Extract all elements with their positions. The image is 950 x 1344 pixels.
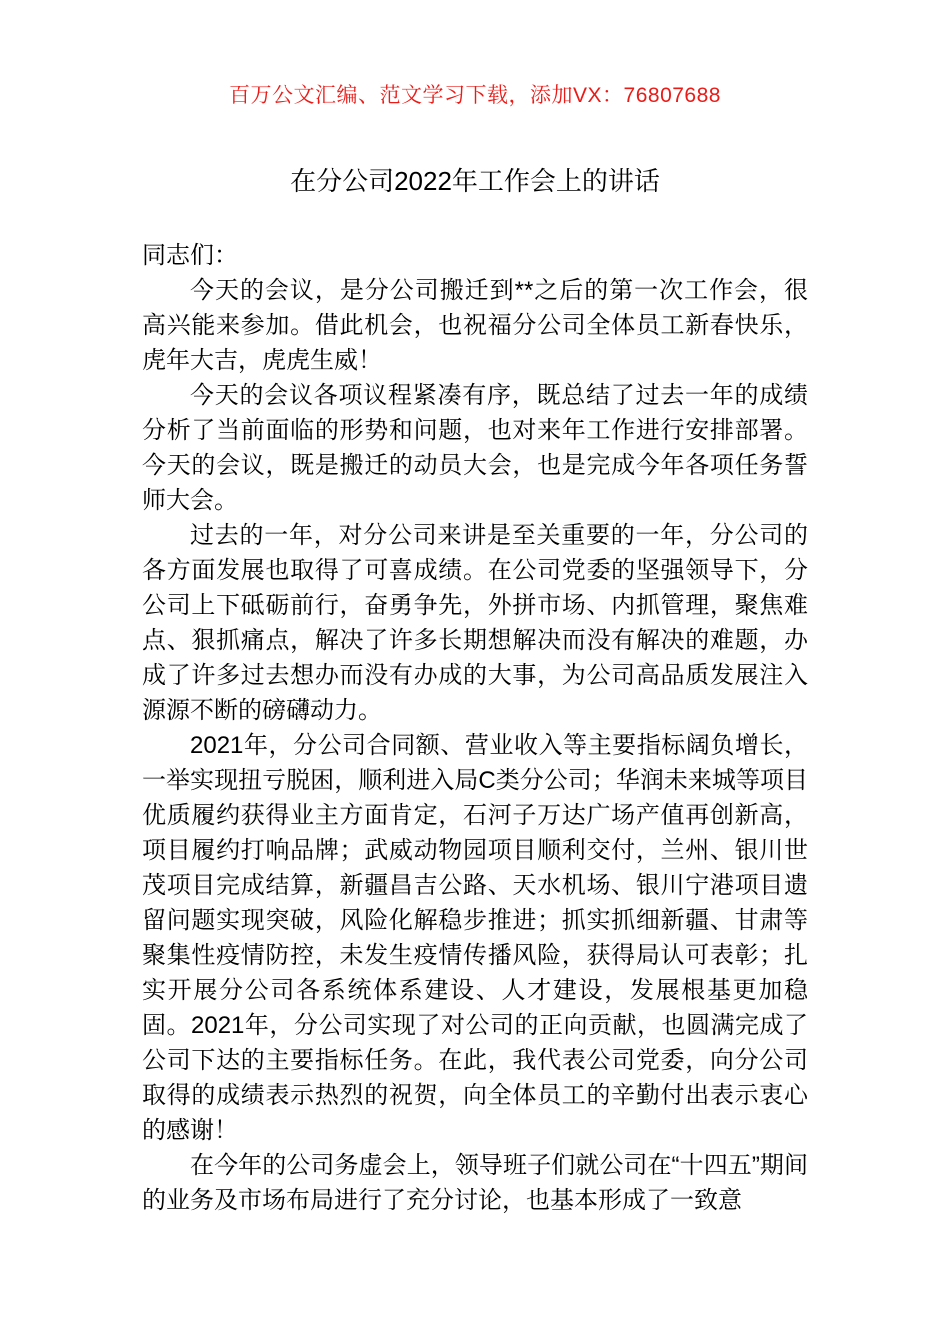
document-title: 在分公司2022年工作会上的讲话 — [290, 166, 660, 196]
paragraph-2021-results: 2021年，分公司合同额、营业收入等主要指标阔负增长，一举实现扭亏脱困，顺利进入局C类分公司；华润未来城等项目优质履约获得业主方面肯定，石河子万达广场产值再创新高，项目履约打响品牌；武威动物园项目顺利交付，兰州、银川世茂项目完成结算，新疆昌吉公路、天水机场、银川宁港项目遗留问题实现突破，风险化解稳步推进；抓实抓细新疆、甘肃等聚集性疫情防控，未发生疫情传播风险，获得局认可表彰；扎实开展分公司各系统体系建设、人才建设，发展根基更加稳固。2021年，分公司实现了对公司的正向贡献，也圆满完成了公司下达的主要指标任务。在此，我代表公司党委，向分公司取得的成绩表示热烈的祝贺，向全体员工的辛勤付出表示衷心的感谢！ — [142, 732, 808, 1144]
promo-banner — [0, 0, 950, 107]
salutation-line: 同志们： — [142, 242, 238, 269]
paragraph-agenda: 今天的会议各项议程紧凑有序，既总结了过去一年的成绩分析了当前面临的形势和问题，也对来年工作进行安排部署。今天的会议，既是搬迁的动员大会，也是完成今年各项任务誓师大会。 — [142, 382, 808, 514]
paragraph-opening: 今天的会议，是分公司搬迁到**之后的第一次工作会，很高兴能来参加。借此机会，也祝福分公司全体员工新春快乐，虎年大吉，虎虎生威！ — [142, 277, 808, 374]
promo-banner-text: 百万公文汇编、范文学习下载，添加VX：76807688 — [229, 84, 721, 107]
paragraph-past-year: 过去的一年，对分公司来讲是至关重要的一年，分公司的各方面发展也取得了可喜成绩。在公司党委的坚强领导下，分公司上下砥砺前行，奋勇争先，外拼市场、内抓管理，聚焦难点、狠抓痛点，解决了许多长期想解决而没有解决的难题，办成了许多过去想办而没有办成的大事，为公司高品质发展注入源源不断的磅礴动力。 — [142, 522, 808, 724]
paragraph-planning: 在今年的公司务虚会上，领导班子们就公司在“十四五”期间的业务及市场布局进行了充分讨论，也基本形成了一致意 — [142, 1152, 808, 1214]
document-body — [142, 238, 808, 1218]
